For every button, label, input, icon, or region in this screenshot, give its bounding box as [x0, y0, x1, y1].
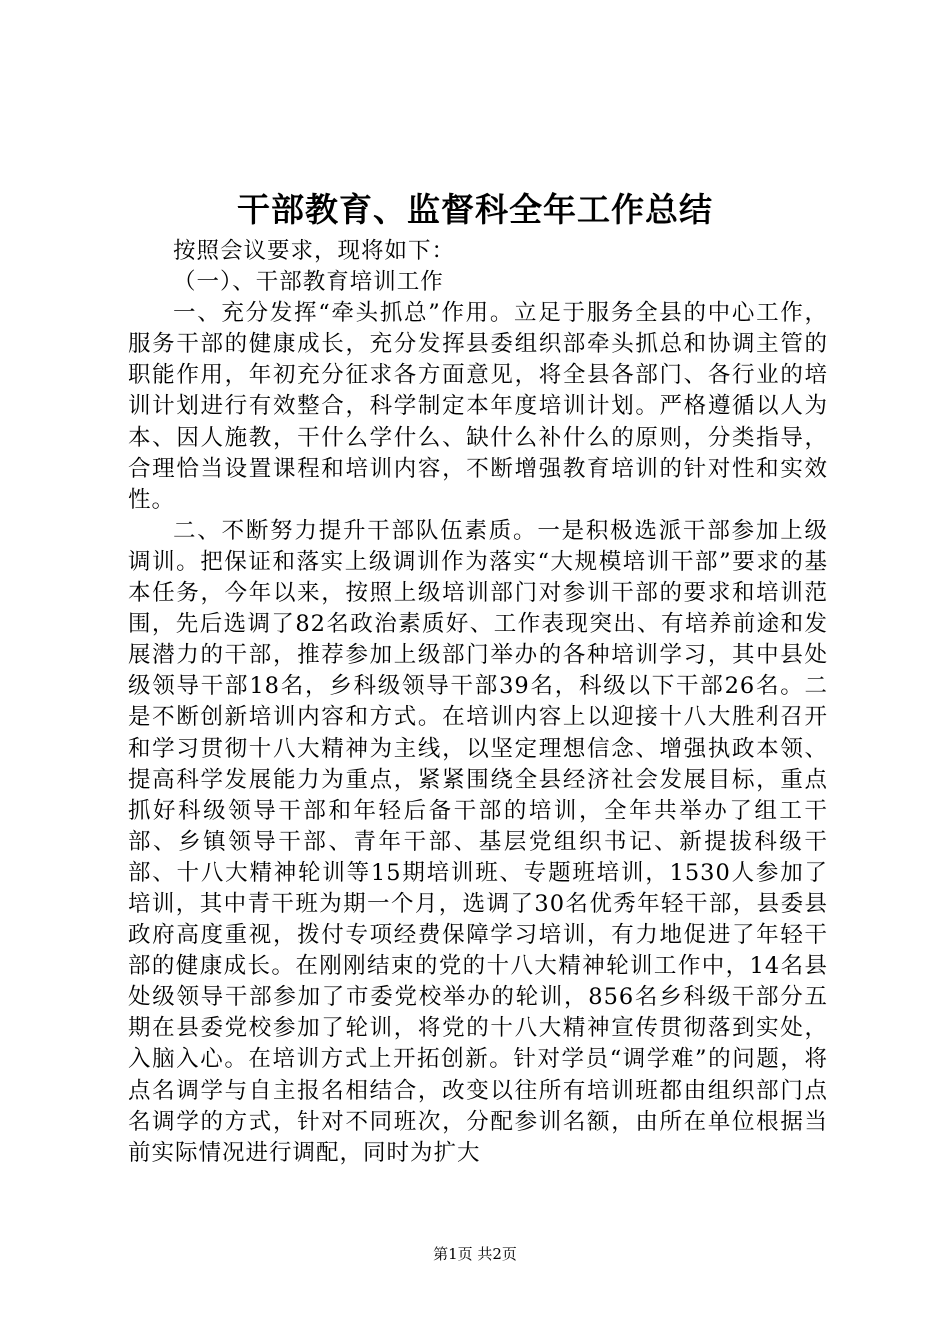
page-indicator: 第1页 共2页 [433, 1245, 517, 1263]
document-body [128, 236, 828, 1169]
section-heading: （一）、干部教育培训工作 [173, 269, 444, 296]
intro-paragraph: 按照会议要求，现将如下： [173, 238, 456, 264]
paragraph-item-1: 一、充分发挥“牵头抓总”作用。立足于服务全县的中心工作，服务干部的健康成长，充分发挥县委组织部牵头抓总和协调主管的职能作用，年初充分征求各方面意见，将全县各部门、各行业的培训计划进行有效整合，科学制定本年度培训计划。严格遵循以人为本、因人施教，干什么学什么、缺什么补什么的原则，分类指导，合理恰当设置课程和培训内容，不断增强教育培训的针对性和实效性。 [128, 300, 828, 513]
paragraph-item-2: 二、不断努力提升干部队伍素质。一是积极选派干部参加上级调训。把保证和落实上级调训作为落实“大规模培训干部”要求的基本任务，今年以来，按照上级培训部门对参训干部的要求和培训范围，先后选调了82名政治素质好、工作表现突出、有培养前途和发展潜力的干部，推荐参加上级部门举办的各种培训学习，其中县处级领导干部18名，乡科级领导干部39名，科级以下干部26名。二是不断创新培训内容和方式。在培训内容上以迎接十八大胜利召开和学习贯彻十八大精神为主线，以坚定理想信念、增强执政本领、提高科学发展能力为重点，紧紧围绕全县经济社会发展目标，重点抓好科级领导干部和年轻后备干部的培训，全年共举办了组工干部、乡镇领导干部、青年干部、基层党组织书记、新提拔科级干部、十八大精神轮训等15期培训班、专题班培训，1530人参加了培训，其中青干班为期一个月，选调了30名优秀年轻干部，县委县政府高度重视，拨付专项经费保障学习培训，有力地促进了年轻干部的健康成长。在刚刚结束的党的十八大精神轮训工作中，14名县处级领导干部参加了市委党校举办的轮训，856名乡科级干部分五期在县委党校参加了轮训，将党的十八大精神宣传贯彻落到实处，入脑入心。在培训方式上开拓创新。针对学员“调学难”的问题，将点名调学与自主报名相结合，改变以往所有培训班都由组织部门点名调学的方式，针对不同班次，分配参训名额，由所在单位根据当前实际情况进行调配，同时为扩大 [128, 517, 828, 1166]
page-title: 干部教育、监督科全年工作总结 [237, 190, 713, 229]
